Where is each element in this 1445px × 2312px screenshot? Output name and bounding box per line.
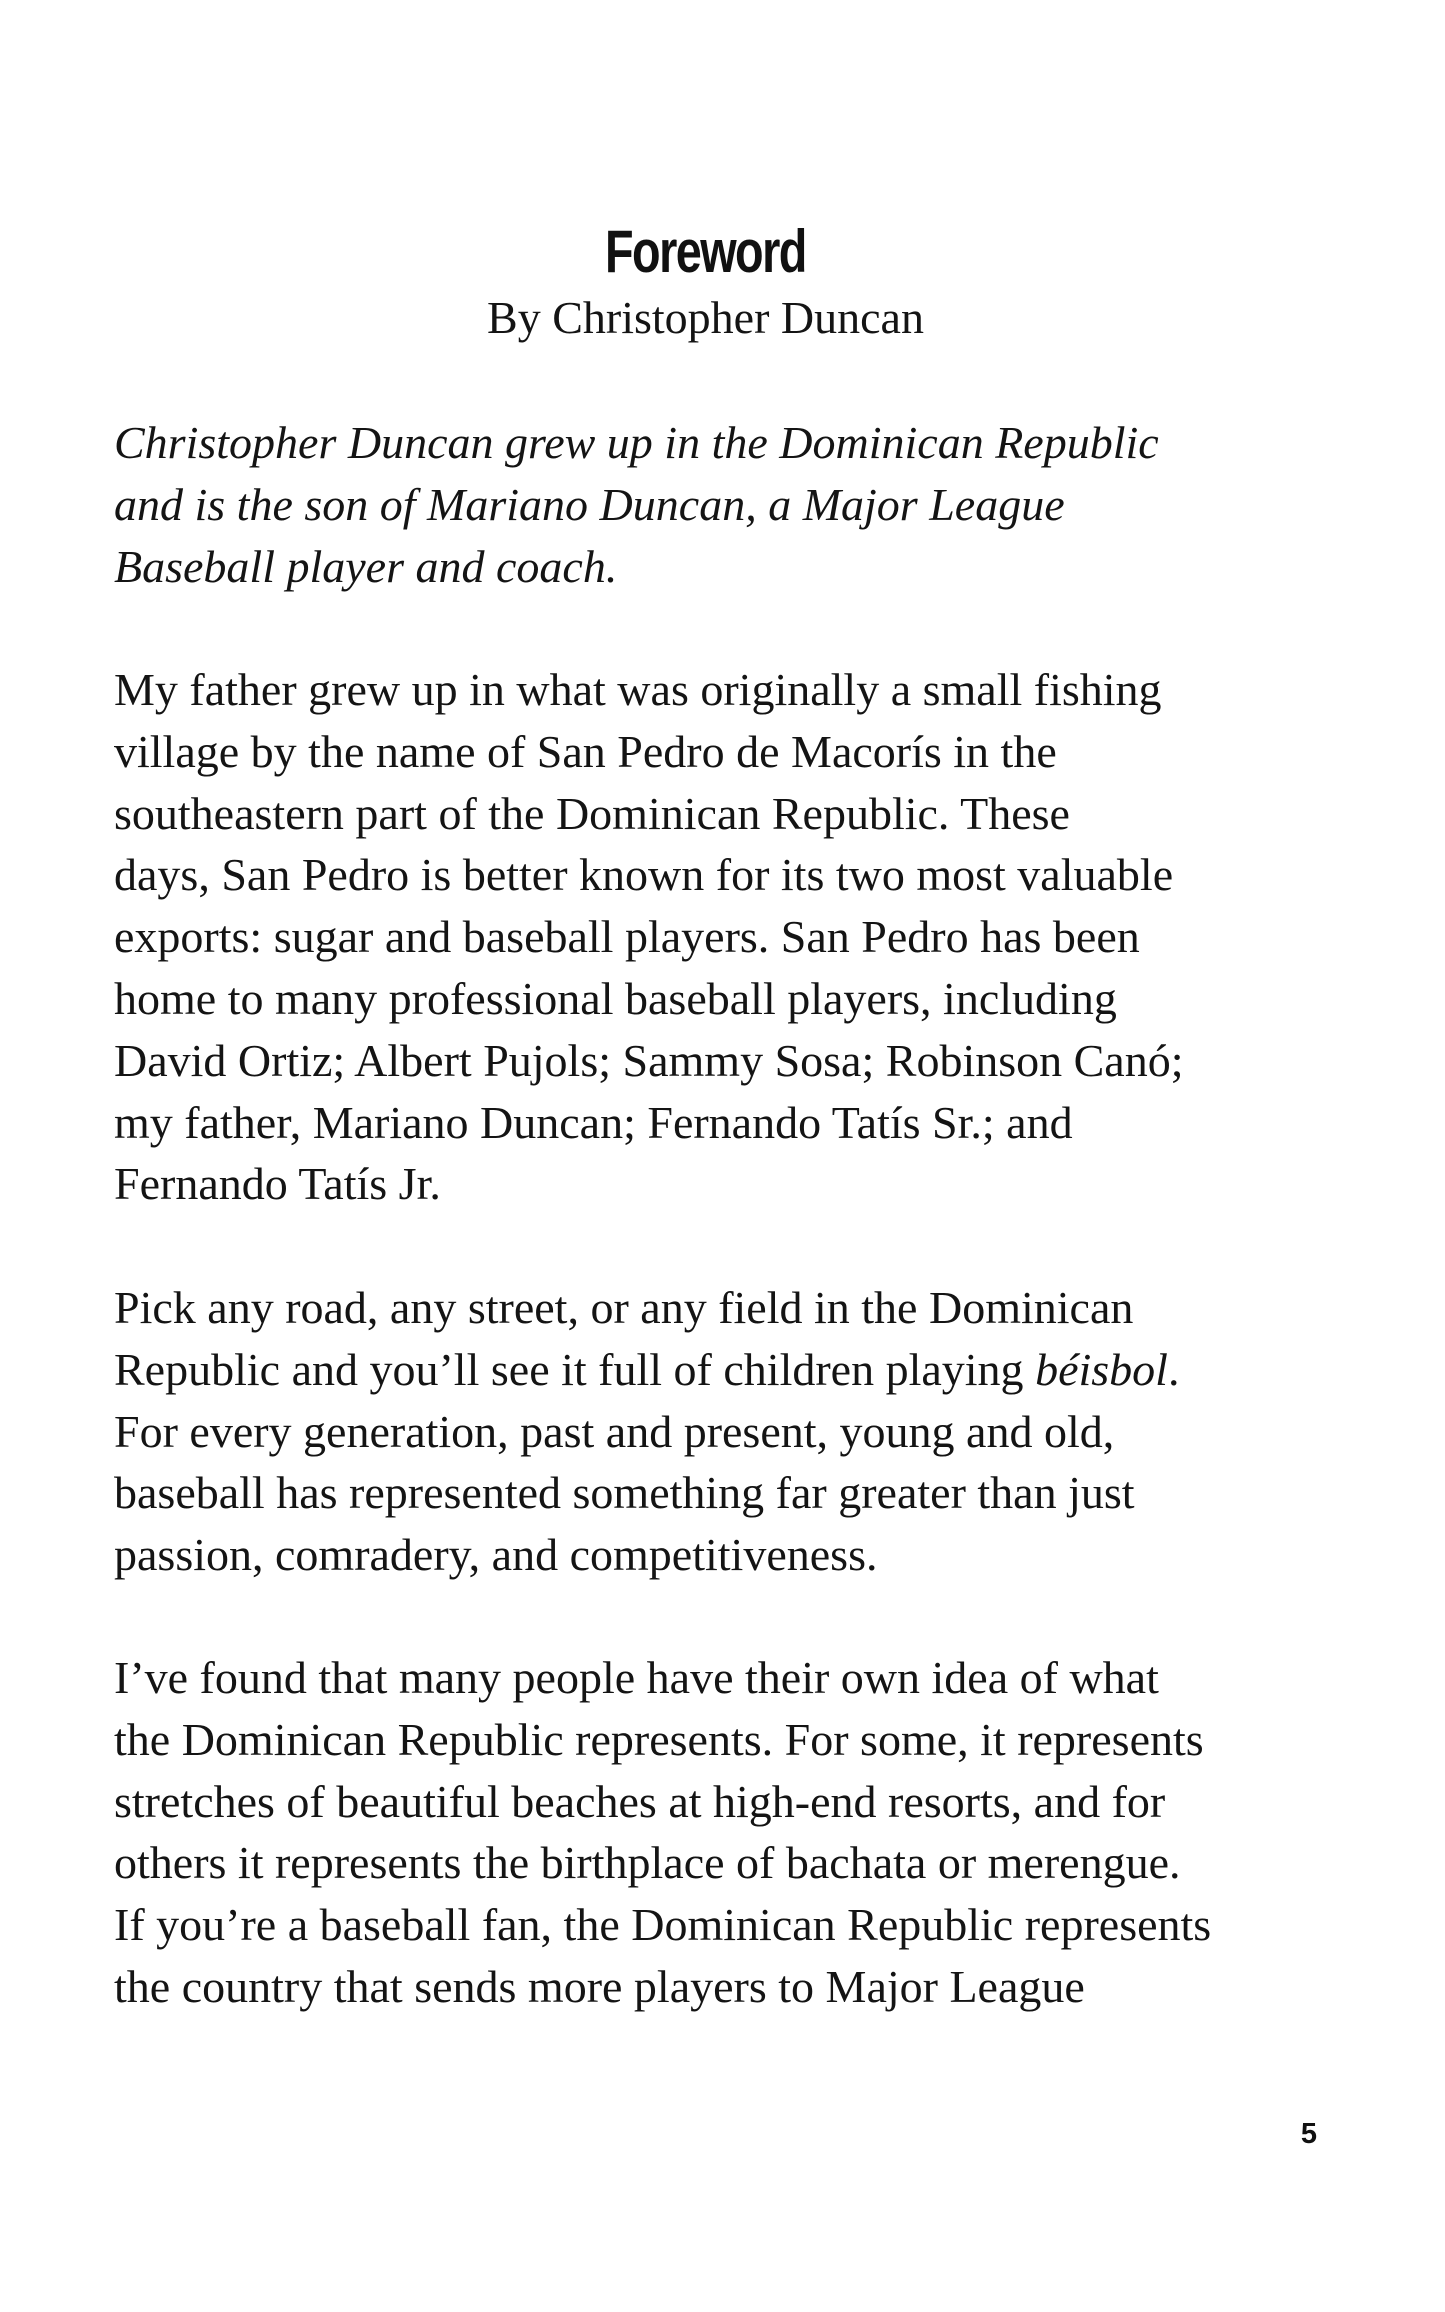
line-punctuation: .	[1167, 1343, 1180, 1395]
body-paragraph-1	[114, 659, 1354, 1215]
italic-word: béisbol	[1035, 1343, 1168, 1395]
paragraph-line: southeastern part of the Dominican Republic. These	[114, 787, 1070, 839]
chapter-title: Foreword	[605, 218, 806, 285]
author-byline: By Christopher Duncan	[487, 292, 924, 343]
body-paragraph-3	[114, 1647, 1354, 2018]
paragraph-line: others it represents the birthplace of bachata or merengue.	[114, 1837, 1181, 1889]
paragraph-line: stretches of beautiful beaches at high-end resorts, and for	[114, 1775, 1166, 1827]
paragraph-line: days, San Pedro is better known for its two most valuable	[114, 849, 1174, 901]
paragraph-line: Pick any road, any street, or any field in the Dominican	[114, 1282, 1134, 1333]
page-number: 5	[1300, 2118, 1317, 2150]
paragraph-line: David Ortiz; Albert Pujols; Sammy Sosa; Robinson Canó;	[114, 1034, 1184, 1086]
paragraph-line: passion, comradery, and competitiveness.	[114, 1529, 878, 1581]
paragraph-line: baseball has represented something far greater than just	[114, 1467, 1135, 1519]
intro-line: Baseball player and coach.	[114, 540, 618, 592]
paragraph-line: exports: sugar and baseball players. San Pedro has been	[114, 911, 1140, 963]
paragraph-line: For every generation, past and present, young and old,	[114, 1405, 1115, 1457]
intro-line: Christopher Duncan grew up in the Dominican Republic	[114, 417, 1159, 468]
paragraph-line: Fernando Tatís Jr.	[114, 1158, 441, 1210]
line-text: Republic and you’ll see it full of children playing	[114, 1343, 1036, 1395]
intro-line: and is the son of Mariano Duncan, a Major League	[114, 478, 1065, 530]
intro-paragraph	[114, 412, 1354, 597]
body-paragraph-2	[114, 1277, 1354, 1586]
paragraph-line: My father grew up in what was originally a small fishing	[114, 664, 1162, 715]
paragraph-line: village by the name of San Pedro de Macorís in the	[114, 725, 1057, 777]
paragraph-line: If you’re a baseball fan, the Dominican Republic represents	[114, 1899, 1212, 1951]
paragraph-line: the country that sends more players to Major League	[114, 1960, 1085, 2012]
paragraph-line: I’ve found that many people have their own idea of what	[114, 1652, 1159, 1703]
paragraph-line: home to many professional baseball players, including	[114, 972, 1117, 1024]
paragraph-line	[114, 1339, 1354, 1401]
paragraph-line: the Dominican Republic represents. For some, it represents	[114, 1713, 1204, 1765]
paragraph-line: my father, Mariano Duncan; Fernando Tatís Sr.; and	[114, 1096, 1073, 1148]
